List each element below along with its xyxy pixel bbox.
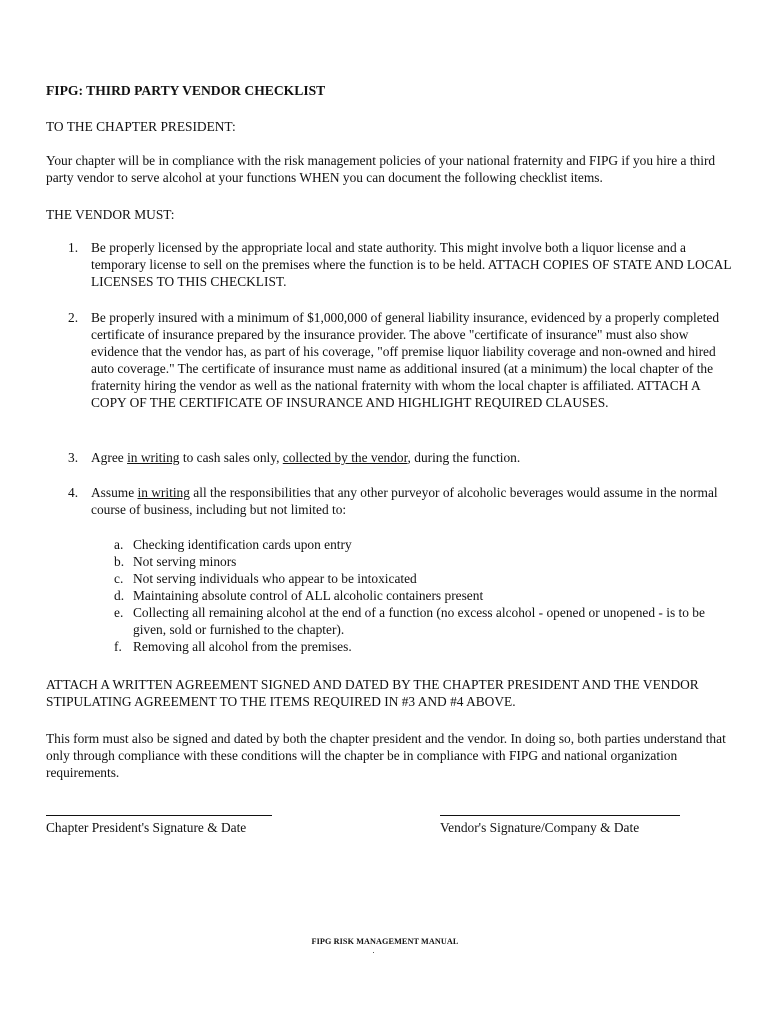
item-text: Be properly insured with a minimum of $1,000,000 of general liability insurance, evidenced by a properly completed certificate of insurance prepared by the insurance provider. The above "certificate of insurance" must also show evidence that the vendor has, as part of his coverage, "off premise liquor liability coverage and non-owned and hired auto coverage." The certificate of insurance must name as additional insured (at a minimum) the local chapter of the fraternity hiring the vendor as well as the national fraternity with whom the local chapter is affiliated. ATTACH A COPY OF THE CERTIFICATE OF INSURANCE AND HIGHLIGHT REQUIRED CLAUSES. xyxy=(91,310,720,410)
form-note-paragraph: This form must also be signed and dated by both the chapter president and the vendor. In doing so, both parties understand that only through compliance with these conditions will the chapter be in compliance with FIPG and national organization requirements. xyxy=(46,731,726,780)
sub-item-letter: a. xyxy=(114,537,124,552)
president-signature-line[interactable] xyxy=(46,815,272,816)
intro-paragraph: Your chapter will be in compliance with the risk management policies of your national fraternity and FIPG if you hire a third party vendor to serve alcohol at your functions WHEN you can document the following checklist items. xyxy=(46,153,716,185)
sub-item-letter: f. xyxy=(114,639,122,654)
underlined-phrase: collected by the vendor xyxy=(282,450,408,465)
sub-item-text: Collecting all remaining alcohol at the end of a function (no excess alcohol - opened or unopened - is to be given, sold or furnished to the chapter). xyxy=(133,605,705,637)
president-signature-label: Chapter President's Signature & Date xyxy=(46,820,247,835)
underlined-phrase: in writing xyxy=(137,485,190,500)
sub-item-text: Not serving individuals who appear to be intoxicated xyxy=(133,571,417,586)
vendor-signature-line[interactable] xyxy=(440,815,680,816)
item-number: 2. xyxy=(68,310,79,325)
item-number: 1. xyxy=(68,240,79,255)
item-text: Be properly licensed by the appropriate local and state authority. This might involve both a liquor license and a temporary license to sell on the premises where the function is to be held. ATTACH COPIES OF STATE AND LOCAL LICENSES TO THIS CHECKLIST. xyxy=(91,240,732,289)
item-number: 4. xyxy=(68,485,79,500)
vendor-must-heading: THE VENDOR MUST: xyxy=(46,207,175,222)
item-text: Agree in writing to cash sales only, collected by the vendor, during the function. xyxy=(91,450,521,465)
underlined-phrase: in writing xyxy=(127,450,180,465)
item-text: Assume in writing all the responsibilities that any other purveyor of alcoholic beverages would assume in the normal course of business, including but not limited to: xyxy=(91,485,718,517)
salutation: TO THE CHAPTER PRESIDENT: xyxy=(46,119,236,134)
sub-item-letter: b. xyxy=(114,554,125,569)
sub-item-text: Removing all alcohol from the premises. xyxy=(133,639,352,654)
document-title: FIPG: THIRD PARTY VENDOR CHECKLIST xyxy=(46,83,326,98)
footer-mark xyxy=(373,952,374,953)
sub-item-text: Not serving minors xyxy=(133,554,237,569)
item-number: 3. xyxy=(68,450,79,465)
sub-item-text: Maintaining absolute control of ALL alcoholic containers present xyxy=(133,588,484,603)
page-footer: FIPG RISK MANAGEMENT MANUAL xyxy=(311,937,459,946)
vendor-signature-label: Vendor's Signature/Company & Date xyxy=(440,820,640,835)
sub-item-letter: d. xyxy=(114,588,125,603)
sub-item-text: Checking identification cards upon entry xyxy=(133,537,352,552)
attach-agreement-statement: ATTACH A WRITTEN AGREEMENT SIGNED AND DATED BY THE CHAPTER PRESIDENT AND THE VENDOR STIPULATING AGREEMENT TO THE ITEMS REQUIRED IN #3 AND #4 ABOVE. xyxy=(46,677,699,709)
sub-item-letter: c. xyxy=(114,571,124,586)
sub-item-letter: e. xyxy=(114,605,124,620)
